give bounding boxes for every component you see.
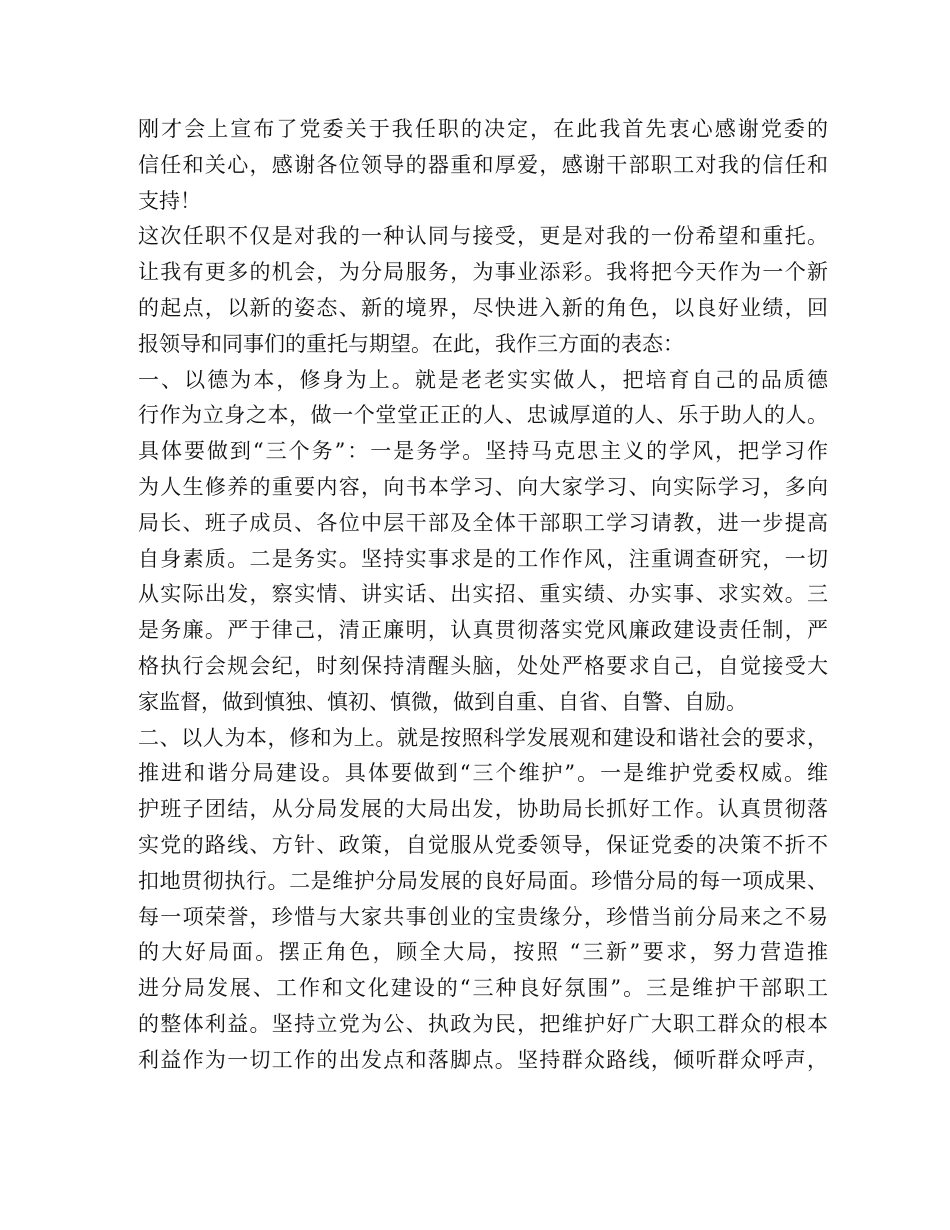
text-line-2: 信任和关心，感谢各位领导的器重和厚爱，感谢干部职工对我的信任和 xyxy=(138,152,828,177)
text-line-12: 局长、班子成员、各位中层干部及全体干部职工学习请教，进一步提高 xyxy=(138,510,828,535)
text-line-8: 一、以德为本，修身为上。就是老老实实做人，把培育自己的品质德 xyxy=(138,367,828,392)
text-line-10: 具体要做到“三个务”：一是务学。坚持马克思主义的学风，把学习作 xyxy=(138,439,828,464)
text-line-6: 的起点，以新的姿态、新的境界，尽快进入新的角色，以良好业绩，回 xyxy=(138,295,828,320)
document-body xyxy=(138,112,828,1079)
text-line-22: 扣地贯彻执行。二是维护分局发展的良好局面。珍惜分局的每一项成果、 xyxy=(138,868,828,893)
text-line-3: 支持！ xyxy=(138,188,201,213)
text-line-20: 护班子团结，从分局发展的大局出发，协助局长抓好工作。认真贯彻落 xyxy=(138,797,828,822)
text-line-26: 的整体利益。坚持立党为公、执政为民，把维护好广大职工群众的根本 xyxy=(138,1011,828,1036)
text-line-23: 每一项荣誉，珍惜与大家共事创业的宝贵缘分，珍惜当前分局来之不易 xyxy=(138,904,828,929)
text-line-19: 推进和谐分局建设。具体要做到“三个维护”。一是维护党委权威。维 xyxy=(138,761,828,786)
text-line-13: 自身素质。二是务实。坚持实事求是的工作作风，注重调查研究，一切 xyxy=(138,546,828,571)
text-line-24: 的大好局面。摆正角色，顾全大局，按照 “三新”要求，努力营造推 xyxy=(138,940,828,965)
text-line-7: 报领导和同事们的重托与期望。在此，我作三方面的表态： xyxy=(138,331,684,356)
text-line-25: 进分局发展、工作和文化建设的“三种良好氛围”。三是维护干部职工 xyxy=(138,976,828,1001)
text-line-27: 利益作为一切工作的出发点和落脚点。坚持群众路线，倾听群众呼声， xyxy=(138,1047,828,1072)
text-line-1: 刚才会上宣布了党委关于我任职的决定，在此我首先衷心感谢党委的 xyxy=(138,117,828,141)
text-line-9: 行作为立身之本，做一个堂堂正正的人、忠诚厚道的人、乐于助人的人。 xyxy=(138,403,828,428)
text-line-18: 二、以人为本，修和为上。就是按照科学发展观和建设和谐社会的要求， xyxy=(138,725,828,750)
text-line-11: 为人生修养的重要内容，向书本学习、向大家学习、向实际学习，多向 xyxy=(138,474,828,499)
text-line-14: 从实际出发，察实情、讲实话、出实招、重实绩、办实事、求实效。三 xyxy=(138,582,828,607)
text-line-5: 让我有更多的机会，为分局服务，为事业添彩。我将把今天作为一个新 xyxy=(138,260,828,285)
text-line-4: 这次任职不仅是对我的一种认同与接受，更是对我的一份希望和重托。 xyxy=(138,224,828,249)
text-line-17: 家监督，做到慎独、慎初、慎微，做到自重、自省、自警、自励。 xyxy=(138,689,747,714)
text-line-15: 是务廉。严于律己，清正廉明，认真贯彻落实党风廉政建设责任制，严 xyxy=(138,618,828,643)
text-line-16: 格执行会规会纪，时刻保持清醒头脑，处处严格要求自己，自觉接受大 xyxy=(138,653,828,678)
text-line-21: 实党的路线、方针、政策，自觉服从党委领导，保证党委的决策不折不 xyxy=(138,832,828,857)
